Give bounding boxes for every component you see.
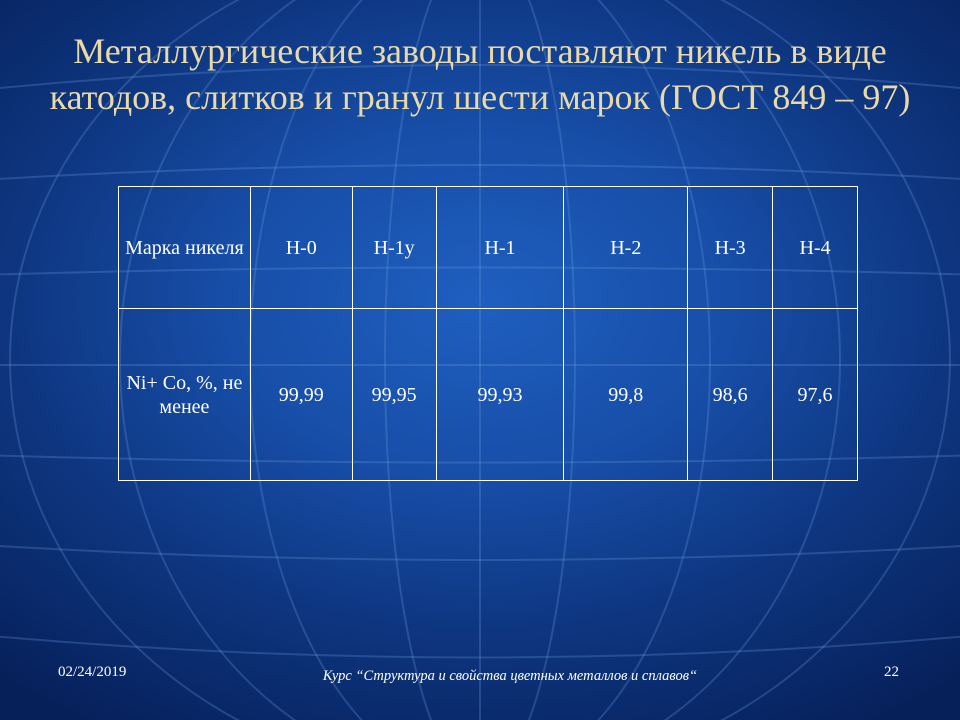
header-cell: Н-2 bbox=[564, 187, 688, 309]
table-row bbox=[119, 309, 858, 481]
footer-course-name: Курс “Структура и свойства цветных металлов и сплавов“ bbox=[322, 668, 698, 684]
footer-date: 02/24/2019 bbox=[58, 664, 127, 680]
header-cell: Н-1у bbox=[352, 187, 436, 309]
value-cell: 98,6 bbox=[688, 309, 773, 481]
header-cell: Н-0 bbox=[250, 187, 352, 309]
value-cell: 97,6 bbox=[773, 309, 858, 481]
value-cell: 99,99 bbox=[250, 309, 352, 481]
nickel-grade-table bbox=[118, 186, 858, 481]
slide-number: 22 bbox=[884, 664, 899, 680]
header-cell: Марка никеля bbox=[119, 187, 251, 309]
value-cell: 99,95 bbox=[352, 309, 436, 481]
slide-title: Металлургические заводы поставляют никель в виде катодов, слитков и гранул шести марок (ГОСТ 849 – 97) bbox=[49, 31, 911, 117]
row-label-cell: Ni+ Co, %, не менее bbox=[119, 309, 251, 481]
table-header-row bbox=[119, 187, 858, 309]
header-cell: Н-1 bbox=[436, 187, 564, 309]
header-cell: Н-3 bbox=[688, 187, 773, 309]
value-cell: 99,8 bbox=[564, 309, 688, 481]
header-cell: Н-4 bbox=[773, 187, 858, 309]
value-cell: 99,93 bbox=[436, 309, 564, 481]
